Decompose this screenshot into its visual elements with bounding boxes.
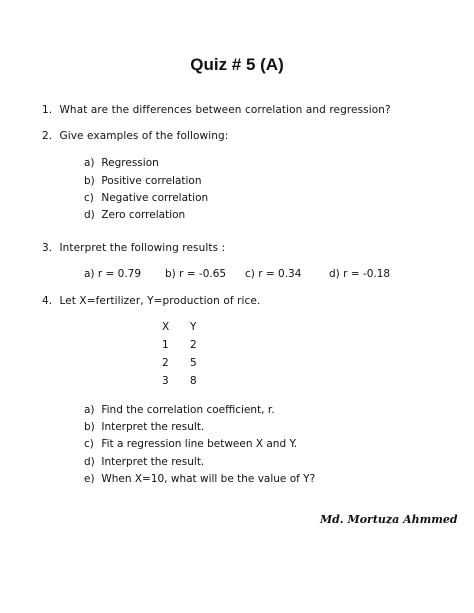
page-title: Quiz # 5 (A) <box>190 55 284 74</box>
question-text: Give examples of the following: <box>59 130 229 142</box>
question-2 <box>42 130 228 142</box>
list-item <box>84 192 208 204</box>
item-text: Interpret the result. <box>101 421 205 433</box>
table-cell: 5 <box>190 357 197 369</box>
item-text: Negative correlation <box>101 192 209 204</box>
list-item <box>84 209 185 221</box>
question-1 <box>42 104 391 116</box>
item-text: Positive correlation <box>101 175 202 187</box>
item-letter: c) <box>84 192 94 204</box>
table-cell: 2 <box>190 339 197 351</box>
item-letter: b) <box>84 175 95 187</box>
item-text: Fit a regression line between X and Y. <box>101 438 298 450</box>
list-item <box>84 404 275 416</box>
question-4 <box>42 295 260 307</box>
question-number: 1. <box>42 104 53 116</box>
table-header-y: Y <box>190 321 197 333</box>
item-letter: c) <box>84 438 94 450</box>
question-text: What are the differences between correlation and regression? <box>59 104 391 116</box>
item-text: r = 0.34 <box>258 268 302 280</box>
item-text: Interpret the result. <box>101 456 205 468</box>
list-item <box>84 268 141 280</box>
item-text: r = -0.65 <box>179 268 227 280</box>
item-text: Regression <box>101 157 159 169</box>
item-text: Zero correlation <box>101 209 186 221</box>
item-letter: d) <box>84 209 95 221</box>
question-text: Let X=fertilizer, Y=production of rice. <box>59 295 261 307</box>
list-item <box>245 268 301 280</box>
item-letter: b) <box>84 421 95 433</box>
item-text: r = -0.18 <box>343 268 391 280</box>
table-cell: 2 <box>162 357 169 369</box>
item-letter: a) <box>84 268 95 280</box>
list-item <box>84 421 204 433</box>
item-text: When X=10, what will be the value of Y? <box>101 473 316 485</box>
item-letter: d) <box>84 456 95 468</box>
list-item <box>84 456 204 468</box>
question-number: 4. <box>42 295 53 307</box>
table-cell: 3 <box>162 375 169 387</box>
table-cell: 8 <box>190 375 197 387</box>
list-item <box>84 175 202 187</box>
item-letter: c) <box>245 268 255 280</box>
item-letter: a) <box>84 404 95 416</box>
item-text: Find the correlation coefficient, r. <box>101 404 275 416</box>
author-signature: Md. Mortuza Ahmmed <box>320 513 458 526</box>
table-cell: 1 <box>162 339 169 351</box>
item-letter: d) <box>329 268 340 280</box>
list-item <box>165 268 226 280</box>
list-item <box>84 157 159 169</box>
list-item <box>84 438 297 450</box>
item-letter: e) <box>84 473 95 485</box>
question-number: 3. <box>42 242 53 254</box>
results-row <box>84 268 404 282</box>
item-letter: b) <box>165 268 176 280</box>
list-item <box>329 268 390 280</box>
item-text: r = 0.79 <box>97 268 142 280</box>
list-item <box>84 473 315 485</box>
question-3 <box>42 242 225 254</box>
question-text: Interpret the following results : <box>59 242 226 254</box>
table-header-x: X <box>162 321 170 333</box>
question-number: 2. <box>42 130 53 142</box>
item-letter: a) <box>84 157 95 169</box>
